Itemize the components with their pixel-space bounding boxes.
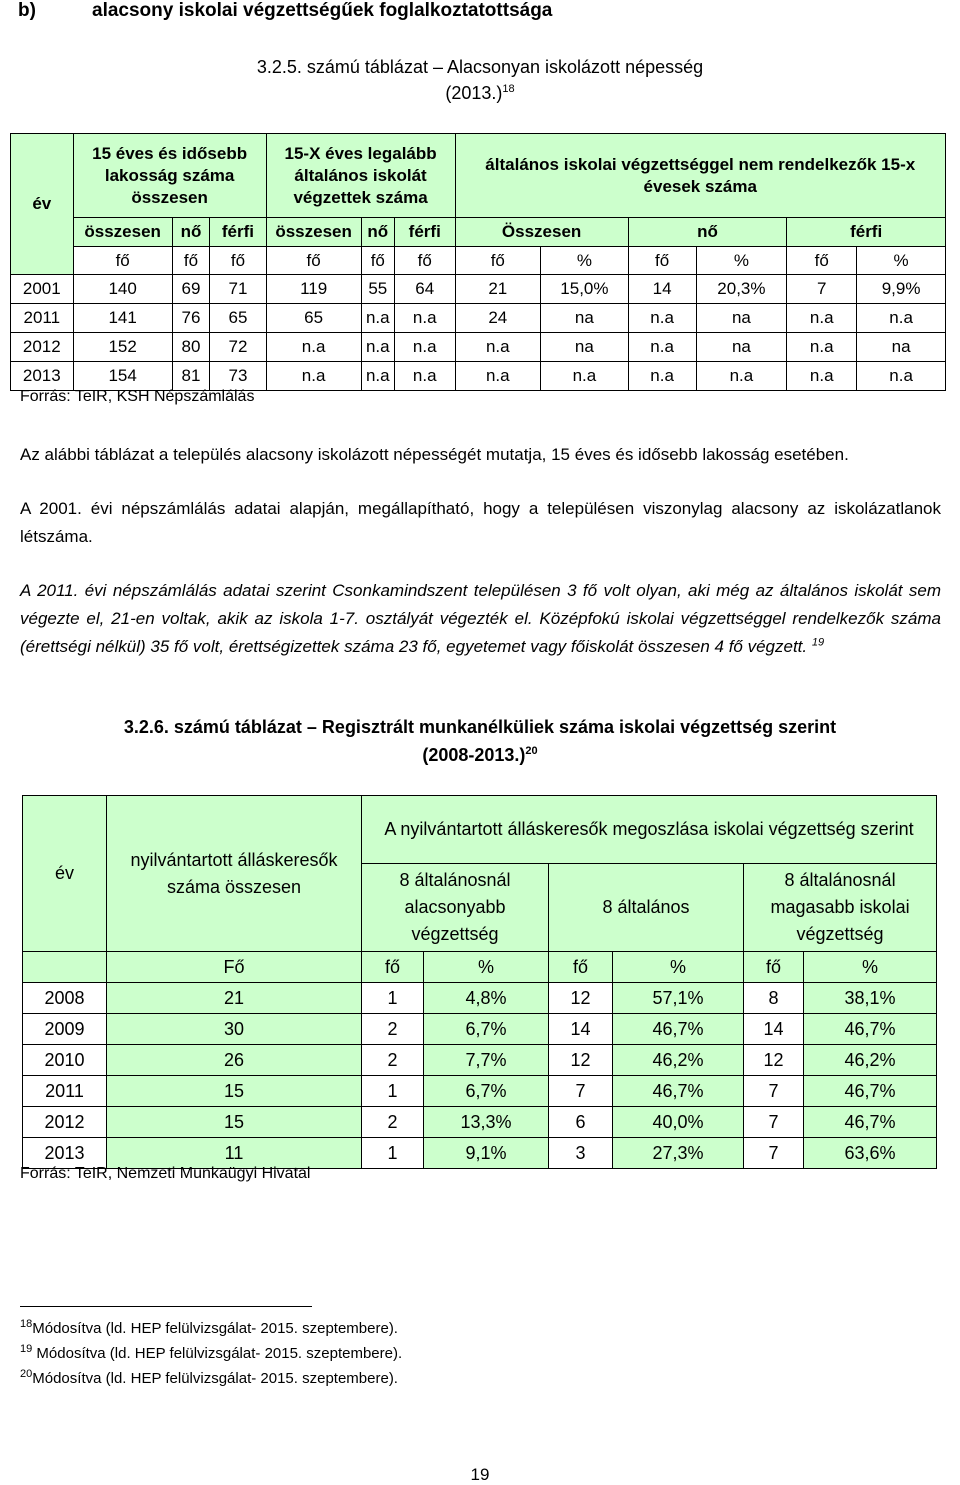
table-cell: 152 — [73, 333, 172, 362]
table-cell: 141 — [73, 304, 172, 333]
table-cell: 9,1% — [424, 1138, 549, 1169]
table-cell: 46,2% — [613, 1045, 744, 1076]
header-no-primary: általános iskolai végzettséggel nem rendelkezők 15-x évesek száma — [455, 134, 946, 218]
table-cell: 76 — [172, 304, 210, 333]
table-cell: 2 — [362, 1014, 424, 1045]
table-cell: na — [696, 304, 787, 333]
table-cell: 26 — [107, 1045, 362, 1076]
table-cell: 14 — [549, 1014, 613, 1045]
table-cell: 7 — [744, 1107, 804, 1138]
table-cell: 7 — [787, 275, 857, 304]
table-cell: 1 — [362, 983, 424, 1014]
table-cell: 6,7% — [424, 1076, 549, 1107]
table-registered-unemployed — [22, 795, 937, 1169]
table-cell: n.a — [394, 304, 455, 333]
unit-cell: fő — [787, 247, 857, 275]
table-cell: 119 — [266, 275, 361, 304]
table2-caption-line1: 3.2.6. számú táblázat – Regisztrált munkanélküliek száma iskolai végzettség szerint — [123, 717, 837, 737]
table-cell: n.a — [394, 362, 455, 391]
paragraph-3-ref: 19 — [811, 636, 825, 649]
table-cell: 154 — [73, 362, 172, 391]
table-cell: 24 — [455, 304, 541, 333]
table-row — [23, 1014, 937, 1045]
table-cell: 14 — [744, 1014, 804, 1045]
footnote-18 — [20, 1320, 398, 1337]
table1-subheader-row — [11, 218, 946, 247]
table-cell: 12 — [744, 1045, 804, 1076]
paragraph-2: A 2001. évi népszámlálás adatai alapján, megállapítható, hogy a településen viszonylag alacsony az iskolázatlanok létszáma. — [20, 499, 941, 546]
table-cell: 46,7% — [804, 1107, 937, 1138]
table-row — [11, 275, 946, 304]
footnote-number: 18 — [20, 1318, 33, 1330]
unit-cell: % — [613, 952, 744, 983]
subheader-cell: férfi — [210, 218, 266, 247]
table1-header-row — [11, 134, 946, 218]
table1-caption — [160, 54, 800, 106]
footnote-20 — [20, 1370, 398, 1387]
footnote-text: Módosítva (ld. HEP felülvizsgálat- 2015. szeptembere). — [32, 1320, 398, 1337]
table-cell: 2 — [362, 1045, 424, 1076]
table-cell: 30 — [107, 1014, 362, 1045]
table-row — [11, 362, 946, 391]
table-cell: 7 — [744, 1076, 804, 1107]
header-distribution: A nyilvántartott álláskeresők megoszlása iskolai végzettség szerint — [362, 796, 937, 864]
subheader-cell: összesen — [266, 218, 361, 247]
table-cell: n.a — [541, 362, 629, 391]
section-letter: b) — [18, 0, 36, 21]
table-cell: 2001 — [11, 275, 74, 304]
unit-cell: % — [857, 247, 946, 275]
unit-cell: Fő — [107, 952, 362, 983]
unit-cell: fő — [628, 247, 696, 275]
subheader-cell: férfi — [394, 218, 455, 247]
header-primary: 8 általános — [549, 864, 744, 952]
table-cell: 6,7% — [424, 1014, 549, 1045]
table-cell: na — [857, 333, 946, 362]
table-cell: 3 — [549, 1138, 613, 1169]
table-cell: n.a — [455, 333, 541, 362]
table-cell: 15,0% — [541, 275, 629, 304]
table-cell: 1 — [362, 1138, 424, 1169]
unit-cell: fő — [394, 247, 455, 275]
header-above-primary: 8 általánosnál magasabb iskolai végzettség — [744, 864, 937, 952]
paragraph-3-text: A 2011. évi népszámlálás adatai szerint Csonkamindszent településen 3 fő volt olyan, aki még az általános iskolát sem végezte el, 21-en voltak, akik az iskola 1-7. osztályát végezték el. Középfokú iskolai végzettséggel rendelkezők száma (érettségi nélkül) 35 fő volt, érettségizettek száma 23 fő, egyetemet vagy főiskolát összesen 4 fő végzett. — [20, 581, 941, 656]
header-ev: év — [23, 796, 107, 952]
table-cell: 63,6% — [804, 1138, 937, 1169]
table-cell: 7 — [744, 1138, 804, 1169]
table-cell: n.a — [361, 304, 394, 333]
table-cell: 38,1% — [804, 983, 937, 1014]
table2-header-row — [23, 796, 937, 864]
paragraph-1: Az alábbi táblázat a település alacsony iskolázott népességét mutatja, 15 éves és idősebb lakosság esetében. — [20, 445, 849, 464]
table1-caption-line2: (2013.) — [445, 83, 503, 103]
subheader-cell: nő — [361, 218, 394, 247]
table-cell: n.a — [628, 333, 696, 362]
table-cell: 46,7% — [613, 1014, 744, 1045]
unit-cell: fő — [455, 247, 541, 275]
table-cell: 12 — [549, 983, 613, 1014]
table-row — [11, 304, 946, 333]
subheader-cell: Összesen — [455, 218, 628, 247]
table-cell: 73 — [210, 362, 266, 391]
subheader-cell: nő — [628, 218, 787, 247]
table-cell: 71 — [210, 275, 266, 304]
unit-cell: % — [804, 952, 937, 983]
table-cell: 72 — [210, 333, 266, 362]
table-cell: 64 — [394, 275, 455, 304]
table-cell: 1 — [362, 1076, 424, 1107]
section-heading — [18, 0, 553, 22]
unit-cell: fő — [73, 247, 172, 275]
table-cell: 7 — [549, 1076, 613, 1107]
table-cell: n.a — [787, 362, 857, 391]
header-below-primary: 8 általánosnál alacsonyabb végzettség — [362, 864, 549, 952]
table-cell: 13,3% — [424, 1107, 549, 1138]
table-cell: 2011 — [11, 304, 74, 333]
table-cell: 2012 — [23, 1107, 107, 1138]
section-title: alacsony iskolai végzettségűek foglalkoztatottsága — [92, 0, 553, 21]
table-cell: 15 — [107, 1107, 362, 1138]
subheader-cell: nő — [172, 218, 210, 247]
table-cell: 14 — [628, 275, 696, 304]
table-cell: 140 — [73, 275, 172, 304]
table-row — [23, 1107, 937, 1138]
unit-cell: fő — [549, 952, 613, 983]
table-cell: n.a — [857, 304, 946, 333]
table-cell: 2012 — [11, 333, 74, 362]
footnote-text: Módosítva (ld. HEP felülvizsgálat- 2015. szeptembere). — [32, 1370, 398, 1387]
table-row — [23, 1138, 937, 1169]
table-cell: 2010 — [23, 1045, 107, 1076]
subheader-cell: összesen — [73, 218, 172, 247]
table-cell: na — [541, 304, 629, 333]
table2-units-row — [23, 952, 937, 983]
unit-cell: fő — [266, 247, 361, 275]
header-ev: év — [11, 134, 74, 275]
table-cell: 80 — [172, 333, 210, 362]
table-cell: 2013 — [11, 362, 74, 391]
table1-source: Forrás: TeIR, KSH Népszámlálás — [20, 388, 255, 405]
table-cell: 27,3% — [613, 1138, 744, 1169]
table-cell: n.a — [787, 304, 857, 333]
table-cell: 12 — [549, 1045, 613, 1076]
table-cell: n.a — [361, 362, 394, 391]
table-cell: 6 — [549, 1107, 613, 1138]
header-primary-completed: 15-X éves legalább általános iskolát végzettek száma — [266, 134, 455, 218]
subheader-cell: férfi — [787, 218, 946, 247]
table-cell: 46,7% — [804, 1076, 937, 1107]
header-total-jobseekers: nyilvántartott álláskeresők száma összesen — [107, 796, 362, 952]
table-cell: 81 — [172, 362, 210, 391]
table-row — [23, 983, 937, 1014]
table-cell: n.a — [628, 362, 696, 391]
table-cell: 2 — [362, 1107, 424, 1138]
table-cell: 55 — [361, 275, 394, 304]
table2-source: Forrás: TeIR, Nemzeti Munkaügyi Hivatal — [20, 1165, 311, 1182]
paragraph-3 — [20, 577, 941, 661]
table-row — [23, 1076, 937, 1107]
table-cell: 21 — [107, 983, 362, 1014]
table-cell: n.a — [394, 333, 455, 362]
table-cell: 11 — [107, 1138, 362, 1169]
header-15-plus: 15 éves és idősebb lakosság száma összesen — [73, 134, 266, 218]
unit-cell: % — [696, 247, 787, 275]
table-cell: 4,8% — [424, 983, 549, 1014]
unit-cell: % — [541, 247, 629, 275]
footnote-19 — [20, 1345, 402, 1362]
table-cell: 9,9% — [857, 275, 946, 304]
unit-cell: fő — [172, 247, 210, 275]
footnote-text: Módosítva (ld. HEP felülvizsgálat- 2015. szeptembere). — [32, 1345, 403, 1362]
table-cell: 40,0% — [613, 1107, 744, 1138]
table-cell: n.a — [696, 362, 787, 391]
table-cell: 2009 — [23, 1014, 107, 1045]
table-cell: na — [696, 333, 787, 362]
table1-caption-ref: 18 — [502, 83, 515, 95]
table-low-education — [10, 133, 946, 391]
table-cell: na — [541, 333, 629, 362]
table-cell: 69 — [172, 275, 210, 304]
table1-units-row — [11, 247, 946, 275]
table-cell: 8 — [744, 983, 804, 1014]
table-cell: n.a — [455, 362, 541, 391]
table-cell: n.a — [787, 333, 857, 362]
table-cell: 2008 — [23, 983, 107, 1014]
table-cell: 46,7% — [804, 1014, 937, 1045]
table-cell: 2013 — [23, 1138, 107, 1169]
table-cell: 65 — [210, 304, 266, 333]
table-cell: 20,3% — [696, 275, 787, 304]
unit-cell — [23, 952, 107, 983]
table-cell: 7,7% — [424, 1045, 549, 1076]
table-cell: n.a — [266, 362, 361, 391]
footnote-number: 19 — [20, 1343, 33, 1355]
unit-cell: fő — [210, 247, 266, 275]
table2-caption — [60, 713, 900, 769]
table-cell: 57,1% — [613, 983, 744, 1014]
table-cell: n.a — [361, 333, 394, 362]
table-cell: 15 — [107, 1076, 362, 1107]
table2-caption-line2: (2008-2013.) — [422, 745, 526, 765]
table1-caption-line1: 3.2.5. számú táblázat – Alacsonyan iskolázott népesség — [256, 57, 704, 77]
table-cell: 65 — [266, 304, 361, 333]
table-row — [23, 1045, 937, 1076]
table-cell: n.a — [857, 362, 946, 391]
unit-cell: fő — [744, 952, 804, 983]
table-cell: 46,7% — [613, 1076, 744, 1107]
table-cell: 2011 — [23, 1076, 107, 1107]
table2-caption-ref: 20 — [525, 745, 538, 757]
footnote-number: 20 — [20, 1368, 33, 1380]
table-cell: n.a — [266, 333, 361, 362]
table-cell: 21 — [455, 275, 541, 304]
unit-cell: fő — [361, 247, 394, 275]
unit-cell: % — [424, 952, 549, 983]
footnote-separator — [20, 1306, 312, 1307]
table-row — [11, 333, 946, 362]
page-number: 19 — [470, 1465, 490, 1484]
table-cell: n.a — [628, 304, 696, 333]
table-cell: 46,2% — [804, 1045, 937, 1076]
unit-cell: fő — [362, 952, 424, 983]
